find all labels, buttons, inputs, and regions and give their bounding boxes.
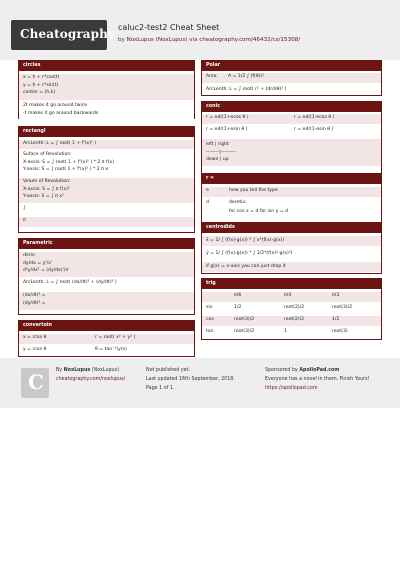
- section-circles: [18, 60, 195, 119]
- byline: [118, 37, 300, 44]
- section-row: [202, 85, 381, 95]
- section-row: [19, 217, 194, 227]
- section-title: rectangl: [19, 127, 194, 137]
- section-row: [19, 346, 194, 356]
- row-cell: θ = tan⁻¹(y/x): [95, 347, 127, 352]
- row-line: deriv:: [23, 253, 36, 258]
- footer-updated: Last updated 16th September, 2018.: [146, 377, 235, 382]
- table-cell: root(3): [332, 329, 348, 334]
- footer-logo[interactable]: [21, 368, 49, 398]
- section-title: trig: [202, 279, 381, 289]
- table-cell: root(3)/2: [332, 305, 353, 310]
- row-line: Suface of Revolution:: [23, 152, 72, 157]
- section-title: r =: [202, 174, 381, 184]
- sponsor-link[interactable]: ApolloPad.com: [299, 368, 340, 373]
- row-line: Y-axsis: S = ∫ root( 1 + f'(x)² ) * 2 π x: [23, 167, 109, 172]
- table-cell: tan: [206, 329, 214, 334]
- footer-sponsor: [265, 367, 339, 376]
- section-title: Polar: [202, 61, 381, 71]
- logo-text: Cheatography: [20, 27, 116, 41]
- row-line: left | right: [206, 142, 229, 147]
- row-line: down | up: [206, 157, 229, 162]
- section-row: [202, 139, 381, 166]
- table-row: [202, 304, 381, 314]
- row-line: X-axsis: S = ∫ root( 1 + f'(x)² ) * 2 π f(x): [23, 159, 114, 165]
- byline-via: via: [189, 37, 198, 43]
- row-line: Volum of Revolution:: [23, 179, 71, 184]
- table-cell: root(3)/2: [234, 317, 255, 322]
- table-cell: 1: [284, 329, 287, 334]
- section-row: [202, 199, 381, 219]
- row-label: d: [206, 200, 209, 205]
- trig-col-header: π/3: [332, 293, 340, 298]
- row-line: ȳ = 1/ ∫ (f(x)-g(x)) * ∫ 1/2*(f(x)²-g(x)²): [206, 251, 293, 256]
- sheet-url-link[interactable]: cheatography.com/46432/cs/15308/: [199, 37, 301, 43]
- row-line: (dx/dt)² =: [23, 293, 46, 298]
- section-r: [201, 173, 382, 225]
- byline-prefix: by: [118, 37, 125, 43]
- section-row: [19, 334, 194, 344]
- footer-author-name[interactable]: NoxLupus: [63, 368, 91, 373]
- footer-page: Page 1 of 1.: [146, 386, 175, 391]
- table-cell: root(2)/2: [284, 305, 305, 310]
- row-line: dy/dx = y'/x': [23, 260, 53, 266]
- section-trig: [201, 278, 382, 340]
- row-line: (dy/dt)² =: [23, 300, 46, 306]
- section-row: [19, 178, 194, 203]
- section-title: circles: [19, 61, 194, 71]
- row-line: y = h + r*sin(t): [23, 82, 59, 88]
- row-cell: r = ed/(1-ecos θ ): [294, 115, 335, 120]
- table-cell: root(3)/2: [234, 329, 255, 334]
- table-cell: root(2)/2: [284, 317, 305, 322]
- section-row: [202, 73, 381, 83]
- row-label: Area: [206, 74, 217, 79]
- section-row: [19, 151, 194, 176]
- sponsor-prefix: Sponsored by: [265, 368, 298, 373]
- row-cell: y = rcos θ: [23, 347, 47, 352]
- table-row: [202, 316, 381, 326]
- footer-logo-letter: C: [28, 370, 44, 394]
- footer-author: [56, 367, 119, 376]
- table-cell: 1/2: [332, 317, 340, 322]
- section-parametric: [18, 238, 195, 315]
- section-title: Parametric: [19, 239, 194, 249]
- row-line: Y-axsis: S = ∫ π x²: [23, 194, 64, 199]
- row-value: how you tell the type: [229, 188, 278, 193]
- row-cell: r = ed/(1+ecos θ ): [206, 115, 249, 120]
- section-row: [19, 140, 194, 149]
- row-line: ArcLenth: L = ∫ root( (dx/dt)² + (dy/dt)² ): [23, 280, 117, 285]
- row-cell: r = ed/(1-esin θ ): [294, 127, 334, 132]
- section-title: convertoin: [19, 321, 194, 331]
- section-row: [19, 102, 194, 119]
- row-value: deretix:: [229, 200, 247, 205]
- section-row: [19, 74, 194, 100]
- section-row: [19, 279, 194, 289]
- row-cell: x = rcos θ: [23, 335, 47, 340]
- row-line: ArcLenth: L = ∫ root( 1 + f'(x)² ): [23, 141, 97, 146]
- row-value: A = 1/2 ∫ (f(θ))²: [228, 74, 265, 79]
- sponsor-url: [265, 385, 318, 394]
- pi-symbol: π: [23, 218, 26, 223]
- row-line: center = (h,k): [23, 90, 56, 95]
- section-title: centrodids: [202, 223, 381, 233]
- section-rectangl: [18, 126, 195, 233]
- row-line: --------|---------: [206, 149, 236, 155]
- table-cell: 1/2: [234, 305, 242, 310]
- row-line: ArcLenth: L = ∫ root( r² + (dr/dθ)² ): [206, 87, 287, 92]
- row-cell: r = ed/(1+esin θ ): [206, 127, 248, 132]
- row-line: 2t makes it go around twice: [23, 103, 88, 108]
- author-link[interactable]: NoxLupus (NoxLupus): [126, 37, 188, 43]
- row-value: for cos x = d for sin y = d: [229, 209, 289, 214]
- cheatography-logo[interactable]: [11, 20, 116, 50]
- section-row: [202, 114, 381, 124]
- row-label: e: [206, 188, 209, 193]
- section-row: [202, 249, 381, 259]
- row-cell: r = root( x² + y² ): [95, 335, 136, 340]
- section-title: conic: [202, 102, 381, 112]
- trig-col-header: π/4: [284, 293, 292, 298]
- table-row: [202, 328, 381, 338]
- section-polar: [201, 60, 382, 96]
- integral-symbol: ∫: [23, 206, 26, 211]
- row-line: d²y/dx² = (dy/dx)'/x': [23, 268, 70, 273]
- footer-author-url: [56, 376, 125, 385]
- footer-author-handle: (NoxLupus): [91, 368, 119, 373]
- table-cell: cos: [206, 317, 214, 322]
- row-line: X-axsis: S = ∫ π f(x)²: [23, 186, 70, 192]
- section-row: [19, 205, 194, 215]
- footer: [0, 358, 400, 408]
- author-url-link[interactable]: cheatography.com/noxlupus/: [56, 377, 126, 382]
- section-row: [202, 262, 381, 272]
- footer-status: Not published yet.: [146, 368, 190, 373]
- page-title: caluc2-test2 Cheat Sheet: [118, 23, 220, 32]
- section-row: [202, 236, 381, 246]
- section-row: [202, 187, 381, 197]
- trig-col-header: π/6: [234, 293, 242, 298]
- trig-header-row: [202, 292, 381, 302]
- row-line: x̄ = 1/ ∫ (f(x)-g(x)) * ∫ x*(f(x)-g(x)): [206, 238, 285, 243]
- row-line: x = h + r*cos(t): [23, 75, 60, 80]
- row-line: if g(x) = x-axis you can just drop it: [206, 264, 286, 269]
- sponsor-tagline: Everyone has a novel in them. Finish Yours!: [265, 377, 370, 382]
- row-line: -t makes it go around backwards: [23, 110, 99, 116]
- sponsor-url-link[interactable]: https://apollopad.com: [265, 386, 318, 391]
- section-convertoin: [18, 320, 195, 357]
- section-centrodids: [201, 222, 382, 274]
- footer-by: By: [56, 368, 63, 373]
- section-row: [19, 292, 194, 310]
- section-row: [19, 252, 194, 277]
- table-cell: sin: [206, 305, 213, 310]
- section-row: [202, 126, 381, 136]
- header: [0, 0, 400, 60]
